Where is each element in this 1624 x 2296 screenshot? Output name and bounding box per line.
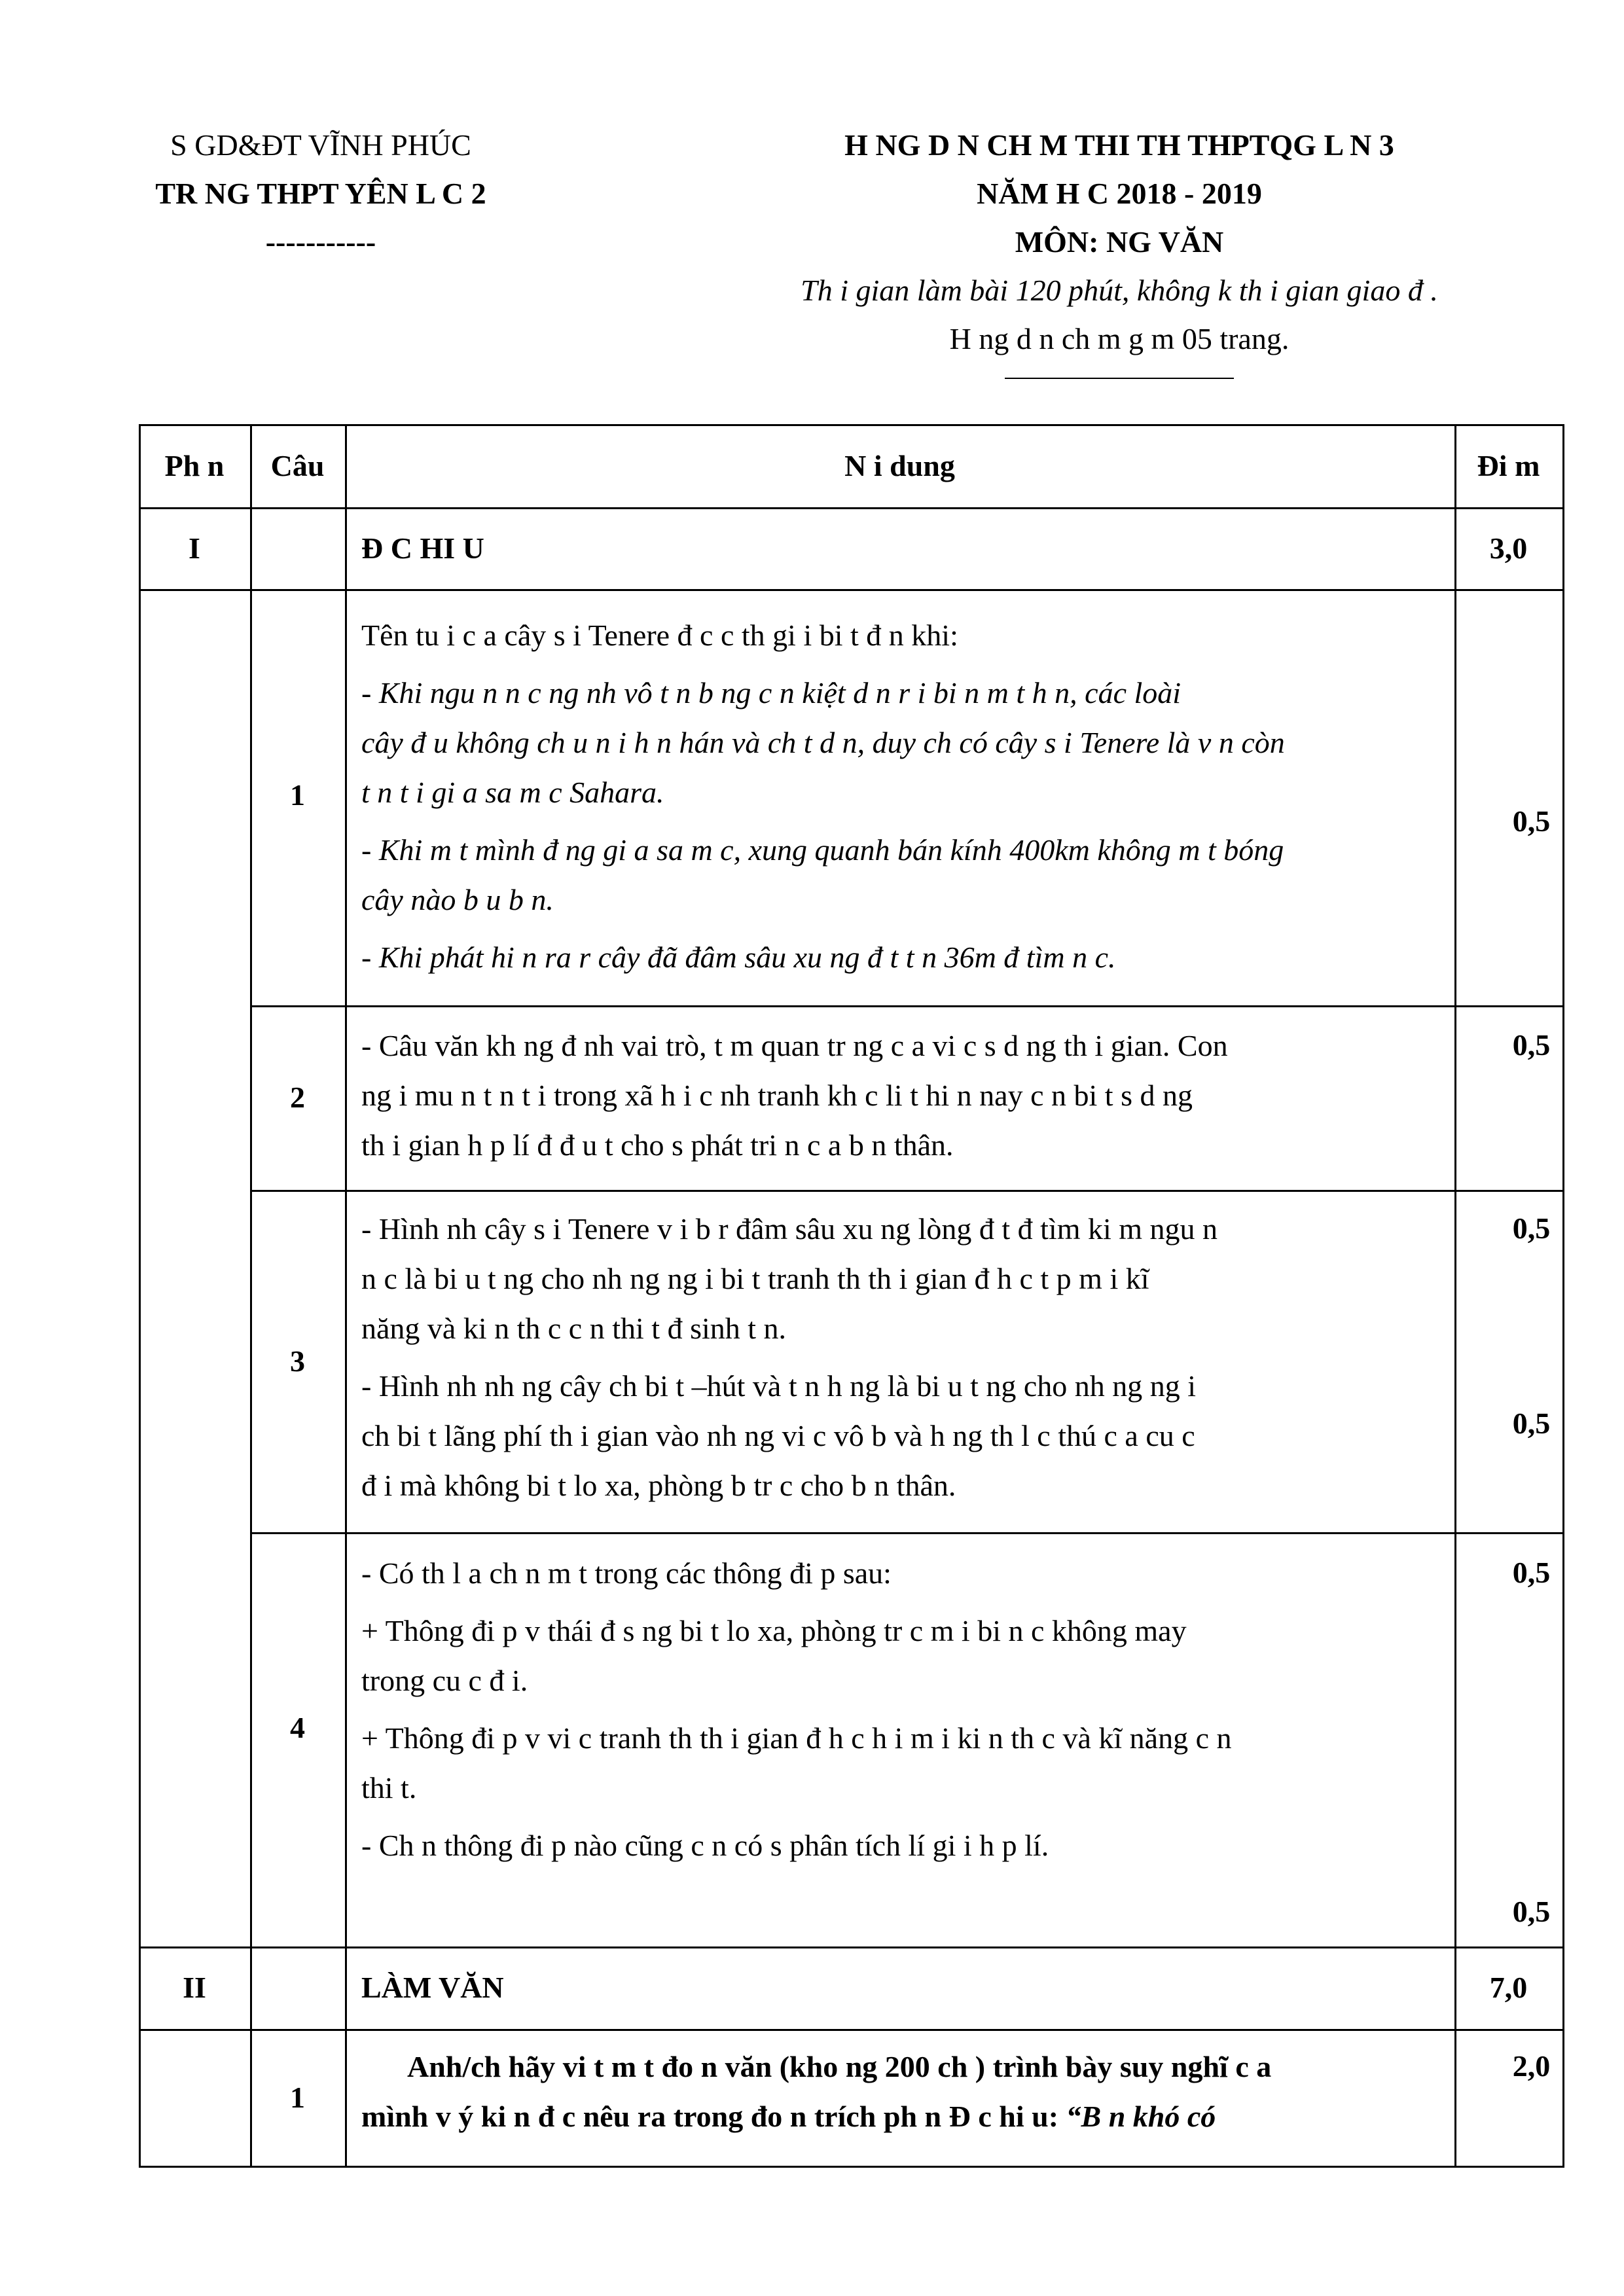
section-number: I	[189, 531, 200, 565]
col-header-content: N i dung	[844, 449, 955, 482]
score-value: 0,5	[1512, 804, 1551, 838]
answer-line: + Thông đi p v thái đ s ng bi t lo xa, phòng tr c m i bi n c không may	[361, 1614, 1187, 1647]
school-year: NĂM H C 2018 - 2019	[977, 177, 1262, 210]
question-number: 4	[290, 1711, 305, 1744]
section-title: LÀM VĂN	[361, 1971, 504, 2004]
answer-line: - Khi m t mình đ ng gi a sa m c, xung quanh bán kính 400km không m t bóng	[361, 833, 1284, 867]
section-score: 3,0	[1489, 531, 1528, 565]
answer-line: - Khi phát hi n ra r cây đã đâm sâu xu ng đ t t n 36m đ tìm n c.	[361, 941, 1116, 974]
header-dashes: -----------	[265, 225, 376, 259]
task-line	[361, 2092, 1564, 2142]
answer-line: - Có th l a ch n m t trong các thông đi p sau:	[361, 1556, 892, 1590]
score-value: 0,5	[1512, 1211, 1551, 1245]
score-value: 0,5	[1512, 1895, 1551, 1928]
score-value: 0,5	[1512, 1028, 1551, 1062]
answer-line: + Thông đi p v vi c tranh th th i gian đ h c h i m i ki n th c và kĩ năng c n	[361, 1721, 1232, 1755]
table-col-divider	[250, 424, 252, 2168]
section-score: 7,0	[1489, 1971, 1528, 2004]
task-line-text: mình v ý ki n đ c nêu ra trong đo n trích ph n Đ c hi u:	[361, 2100, 1066, 2133]
table-border-top	[139, 424, 1564, 426]
section-number: II	[183, 1971, 206, 2004]
task-prompt	[361, 2042, 1564, 2142]
question-number: 2	[290, 1081, 305, 1114]
quoted-text: “B n khó có	[1066, 2100, 1216, 2133]
answer-line: - Hình nh nh ng cây ch bi t –hút và t n h ng là bi u t ng cho nh ng ng i	[361, 1369, 1197, 1403]
table-border-left	[139, 424, 141, 2168]
answer-line: - Ch n thông đi p nào cũng c n có s phân tích lí gi i h p lí.	[361, 1829, 1049, 1862]
answer-line: cây nào b u b n.	[361, 883, 554, 916]
department-name: S GD&ĐT VĨNH PHÚC	[170, 128, 471, 162]
document-title: H NG D N CH M THI TH THPTQG L N 3	[844, 128, 1394, 162]
table-row-divider	[139, 589, 1564, 591]
page-count-note: H ng d n ch m g m 05 trang.	[949, 322, 1290, 355]
subject: MÔN: NG VĂN	[1015, 225, 1224, 259]
answer-line: năng và ki n th c c n thi t đ sinh t n.	[361, 1312, 787, 1345]
col-header-part: Ph n	[164, 449, 225, 482]
answer-line: t n t i gi a sa m c Sahara.	[361, 776, 664, 809]
answer-line: - Hình nh cây s i Tenere v i b r đâm sâu xu ng lòng đ t đ tìm ki m ngu n	[361, 1212, 1218, 1246]
answer-line: ch bi t lãng phí th i gian vào nh ng vi c vô b và h ng th l c thú c a cu c	[361, 1419, 1195, 1452]
header-rule	[1005, 378, 1234, 379]
table-row-divider	[250, 1005, 1564, 1007]
school-name: TR NG THPT YÊN L C 2	[155, 177, 486, 210]
answer-line: cây đ u không ch u n i h n hán và ch t d n, duy ch có cây s i Tenere là v n còn	[361, 726, 1285, 759]
answer-content	[361, 1549, 1564, 1871]
answer-line: đ i mà không bi t lo xa, phòng b tr c cho b n thân.	[361, 1469, 956, 1502]
answer-line: thi t.	[361, 1771, 417, 1804]
exam-time-note: Th i gian làm bài 120 phút, không k th i gian giao đ .	[801, 274, 1438, 307]
header-right	[733, 121, 1506, 379]
answer-line: Tên tu i c a cây s i Tenere đ c c th gi i bi t đ n khi:	[361, 619, 958, 652]
col-header-score: Đi m	[1477, 449, 1540, 482]
table-row-divider	[139, 2029, 1564, 2031]
grading-table	[139, 424, 1564, 2168]
table-row-divider	[139, 507, 1564, 509]
question-number: 1	[290, 2081, 305, 2114]
score-value: 2,0	[1512, 2049, 1551, 2083]
score-value: 0,5	[1512, 1407, 1551, 1440]
answer-line: n c là bi u t ng cho nh ng ng i bi t tranh th th i gian đ h c t p m i kĩ	[361, 1262, 1149, 1295]
table-row-divider	[139, 1946, 1564, 1948]
answer-content	[361, 1021, 1564, 1170]
table-col-divider	[345, 424, 347, 2168]
answer-content	[361, 1204, 1564, 1511]
task-line: Anh/ch hãy vi t m t đo n văn (kho ng 200 ch ) trình bày suy nghĩ c a	[407, 2050, 1272, 2083]
answer-line: ng i mu n t n t i trong xã h i c nh tranh kh c li t hi n nay c n bi t s d ng	[361, 1079, 1193, 1112]
answer-line: - Khi ngu n n c ng nh vô t n b ng c n kiệt d n r i bi n m t h n, các loài	[361, 676, 1182, 709]
header-left	[151, 121, 491, 266]
answer-line: th i gian h p lí đ đ u t cho s phát tri n c a b n thân.	[361, 1128, 954, 1162]
answer-line: trong cu c đ i.	[361, 1664, 528, 1697]
section-title: Đ C HI U	[361, 531, 484, 565]
table-row-divider	[250, 1532, 1564, 1534]
answer-line: - Câu văn kh ng đ nh vai trò, t m quan tr ng c a vi c s d ng th i gian. Con	[361, 1029, 1228, 1062]
answer-content	[361, 611, 1564, 982]
table-row-divider	[250, 1190, 1564, 1192]
question-number: 1	[290, 778, 305, 812]
col-header-question: Câu	[270, 449, 325, 482]
table-border-bottom	[139, 2166, 1564, 2168]
score-value: 0,5	[1512, 1556, 1551, 1589]
question-number: 3	[290, 1344, 305, 1378]
